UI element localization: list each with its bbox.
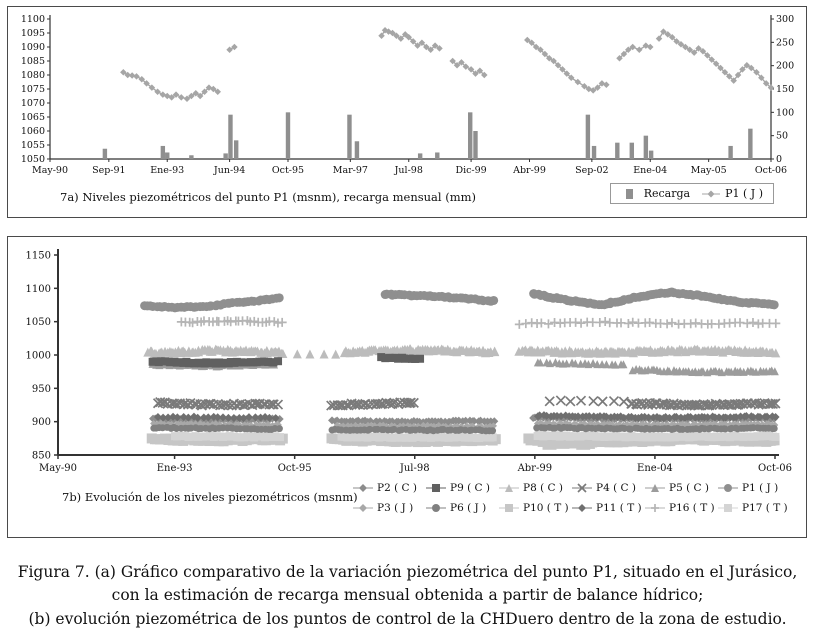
x-marker-icon <box>572 482 592 494</box>
svg-text:Dic-99: Dic-99 <box>455 165 487 176</box>
figure-caption <box>0 561 815 631</box>
legend-item <box>426 502 499 514</box>
triangle-marker-icon <box>645 482 665 494</box>
legend-7b <box>353 482 791 514</box>
legend-item <box>718 482 791 494</box>
figure-caption-line1: Figura 7. (a) Gráfico comparativo de la variación piezométrica del punto P1, situado en el Jurásico, <box>17 563 798 581</box>
panel-7b <box>7 236 807 538</box>
svg-text:850: 850 <box>31 450 51 462</box>
legend-label: P3 ( J ) <box>377 502 414 514</box>
svg-text:1065: 1065 <box>20 112 45 123</box>
legend-item <box>499 482 572 494</box>
legend-item <box>645 502 718 514</box>
svg-text:Abr-99: Abr-99 <box>517 463 553 474</box>
svg-text:0: 0 <box>776 154 783 165</box>
svg-text:Abr-99: Abr-99 <box>513 165 546 176</box>
svg-text:50: 50 <box>776 130 789 142</box>
svg-text:Jul-98: Jul-98 <box>399 463 430 474</box>
chart-7a-canvas <box>10 11 805 181</box>
svg-text:900: 900 <box>31 417 51 429</box>
svg-text:150: 150 <box>776 84 795 95</box>
svg-text:Ene-04: Ene-04 <box>637 463 673 474</box>
svg-text:1085: 1085 <box>20 56 45 67</box>
svg-text:1070: 1070 <box>20 98 45 109</box>
legend-label: P17 ( T ) <box>742 502 788 514</box>
legend-label: P1 ( J ) <box>725 187 763 200</box>
figure-caption-line3: (b) evolución piezométrica de los puntos de control de la CHDuero dentro de la zona de estudio. <box>28 609 787 628</box>
legend-item <box>572 502 645 514</box>
diamond-marker-icon <box>572 502 592 514</box>
legend-label: P4 ( C ) <box>596 482 636 494</box>
svg-text:1095: 1095 <box>20 28 45 39</box>
square-marker-icon <box>499 502 519 514</box>
svg-text:May-05: May-05 <box>690 165 727 176</box>
legend-label: P2 ( C ) <box>377 482 417 494</box>
triangle-marker-icon <box>499 482 519 494</box>
diamond-marker-icon <box>702 188 720 200</box>
diamond-marker-icon <box>353 482 373 494</box>
circle-marker-icon <box>426 502 446 514</box>
svg-text:Oct-95: Oct-95 <box>277 463 312 474</box>
svg-text:Oct-95: Oct-95 <box>271 165 305 176</box>
svg-text:Jun-94: Jun-94 <box>213 165 246 176</box>
svg-text:1080: 1080 <box>20 70 45 81</box>
figure-caption-line2: con la estimación de recarga mensual obtenida a partir de balance hídrico; <box>111 586 704 605</box>
svg-text:1100: 1100 <box>20 14 45 25</box>
svg-text:300: 300 <box>776 14 795 25</box>
panel-7a-caption: 7a) Niveles piezométricos del punto P1 (msnm), recarga mensual (mm) <box>60 190 477 204</box>
svg-text:May-90: May-90 <box>31 165 69 176</box>
svg-text:1075: 1075 <box>20 84 45 95</box>
legend-item <box>353 502 426 514</box>
square-marker-icon <box>718 502 738 514</box>
legend-row <box>353 502 791 514</box>
legend-item <box>426 482 499 494</box>
legend-label: P1 ( J ) <box>742 482 779 494</box>
bar-swatch-icon <box>621 188 639 200</box>
square-marker-icon <box>426 482 446 494</box>
svg-text:May-90: May-90 <box>39 463 77 474</box>
legend-label: Recarga <box>643 187 691 200</box>
svg-text:1055: 1055 <box>20 140 45 151</box>
svg-text:1050: 1050 <box>20 154 45 165</box>
svg-text:1060: 1060 <box>20 126 45 137</box>
legend-row <box>353 482 791 494</box>
panel-7a <box>7 6 807 218</box>
diamond-marker-icon <box>353 502 373 514</box>
svg-text:1090: 1090 <box>20 42 45 53</box>
legend-item-recarga <box>621 187 690 200</box>
svg-text:1100: 1100 <box>25 283 51 295</box>
svg-text:Mar-97: Mar-97 <box>332 165 368 176</box>
svg-text:Ene-04: Ene-04 <box>633 165 668 176</box>
svg-text:250: 250 <box>776 37 795 49</box>
plus-marker-icon <box>645 502 665 514</box>
svg-text:Ene-93: Ene-93 <box>150 165 185 176</box>
legend-item <box>572 482 645 494</box>
svg-text:Oct-06: Oct-06 <box>754 165 788 176</box>
svg-text:Ene-93: Ene-93 <box>156 463 193 474</box>
circle-marker-icon <box>718 482 738 494</box>
legend-label: P6 ( J ) <box>450 502 487 514</box>
svg-text:1000: 1000 <box>25 350 51 362</box>
legend-label: P9 ( C ) <box>450 482 490 494</box>
panel-7b-caption: 7b) Evolución de los niveles piezométricos (msnm) <box>62 490 358 504</box>
legend-item <box>718 502 791 514</box>
legend-item-p1 <box>702 187 763 200</box>
legend-label: P5 ( C ) <box>669 482 709 494</box>
legend-item <box>645 482 718 494</box>
legend-label: P10 ( T ) <box>523 502 569 514</box>
legend-7a <box>610 183 774 204</box>
svg-text:1050: 1050 <box>25 317 51 329</box>
svg-text:950: 950 <box>31 383 51 395</box>
legend-item <box>499 502 572 514</box>
legend-label: P16 ( T ) <box>669 502 715 514</box>
svg-text:1150: 1150 <box>25 250 51 262</box>
legend-item <box>353 482 426 494</box>
legend-label: P8 ( C ) <box>523 482 563 494</box>
svg-text:Jul-98: Jul-98 <box>394 165 423 176</box>
legend-label: P11 ( T ) <box>596 502 642 514</box>
svg-text:Sep-02: Sep-02 <box>575 165 609 176</box>
svg-text:Sep-91: Sep-91 <box>92 165 126 176</box>
chart-7b-canvas <box>10 243 805 481</box>
svg-text:Oct-06: Oct-06 <box>758 463 792 474</box>
svg-text:200: 200 <box>776 60 795 72</box>
svg-text:100: 100 <box>776 107 795 119</box>
